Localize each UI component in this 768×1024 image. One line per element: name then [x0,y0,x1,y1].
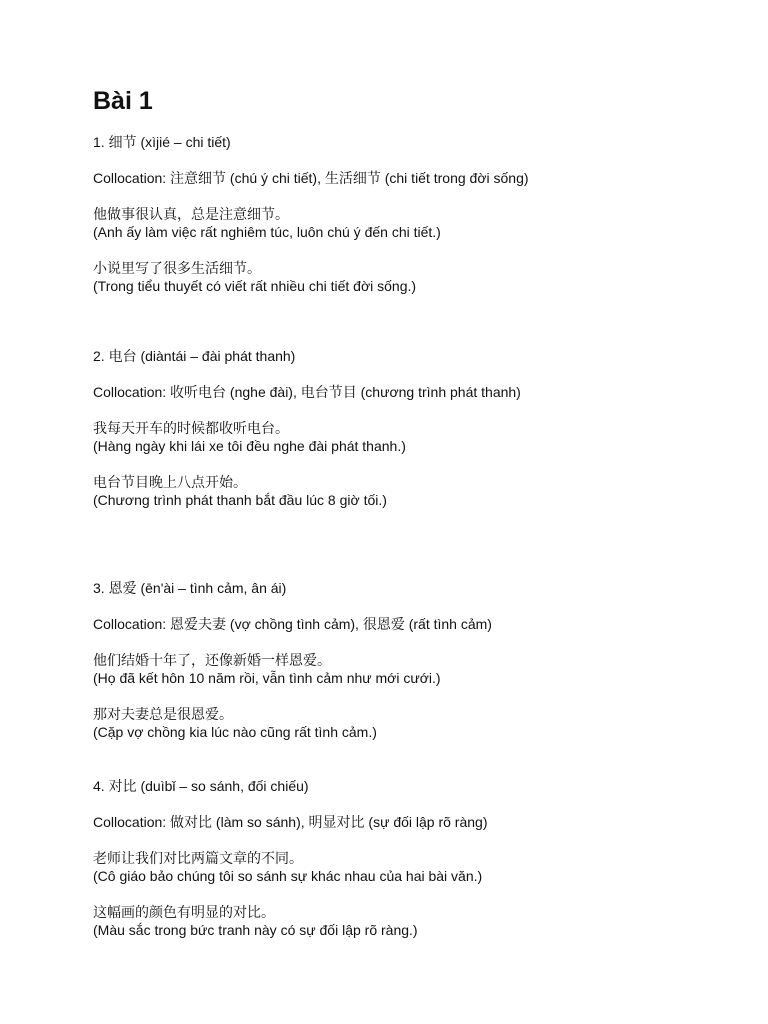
example-vietnamese: (Trong tiểu thuyết có viết rất nhiều chi tiết đời sống.) [93,278,417,294]
example-vietnamese: (Cặp vợ chồng kia lúc nào cũng rất tình cảm.) [93,724,377,740]
entry-heading: 4. 对比 (duìbǐ – so sánh, đối chiếu) [93,778,309,794]
entry-collocation: Collocation: 收听电台 (nghe đài), 电台节目 (chương trình phát thanh) [93,384,521,400]
entry-heading: 3. 恩爱 (ēn'ài – tình cảm, ân ái) [93,580,287,596]
example-chinese: 这幅画的颜色有明显的对比。 [93,904,275,920]
entry-collocation: Collocation: 做对比 (làm so sánh), 明显对比 (sự đối lập rõ ràng) [93,814,488,830]
example-vietnamese: (Chương trình phát thanh bắt đầu lúc 8 giờ tối.) [93,492,387,508]
example-vietnamese: (Hàng ngày khi lái xe tôi đều nghe đài phát thanh.) [93,438,406,454]
vocab-entry-4 [93,777,733,939]
vocab-entry-2 [93,347,733,509]
example-vietnamese: (Họ đã kết hôn 10 năm rồi, vẫn tình cảm như mới cưới.) [93,670,441,686]
entry-heading: 2. 电台 (diàntái – đài phát thanh) [93,348,296,364]
entry-collocation: Collocation: 注意细节 (chú ý chi tiết), 生活细节 (chi tiết trong đời sống) [93,170,529,186]
example-vietnamese: (Anh ấy làm việc rất nghiêm túc, luôn chú ý đến chi tiết.) [93,224,441,240]
example-chinese: 他做事很认真，总是注意细节。 [93,206,289,222]
vocab-entry-1 [93,133,733,295]
vocab-entry-3 [93,579,733,741]
example-chinese: 电台节目晚上八点开始。 [93,474,247,490]
lesson-title: Bài 1 [93,87,153,115]
example-vietnamese: (Màu sắc trong bức tranh này có sự đối lập rõ ràng.) [93,922,418,938]
example-chinese: 老师让我们对比两篇文章的不同。 [93,850,303,866]
example-chinese: 小说里写了很多生活细节。 [93,260,261,276]
document-page [93,86,733,939]
entry-collocation: Collocation: 恩爱夫妻 (vợ chồng tình cảm), 很恩爱 (rất tình cảm) [93,616,492,632]
example-chinese: 我每天开车的时候都收听电台。 [93,420,289,436]
example-chinese: 那对夫妻总是很恩爱。 [93,706,233,722]
example-vietnamese: (Cô giáo bảo chúng tôi so sánh sự khác nhau của hai bài văn.) [93,868,483,884]
example-chinese: 他们结婚十年了，还像新婚一样恩爱。 [93,652,331,668]
entry-heading: 1. 细节 (xìjié – chi tiết) [93,134,231,150]
